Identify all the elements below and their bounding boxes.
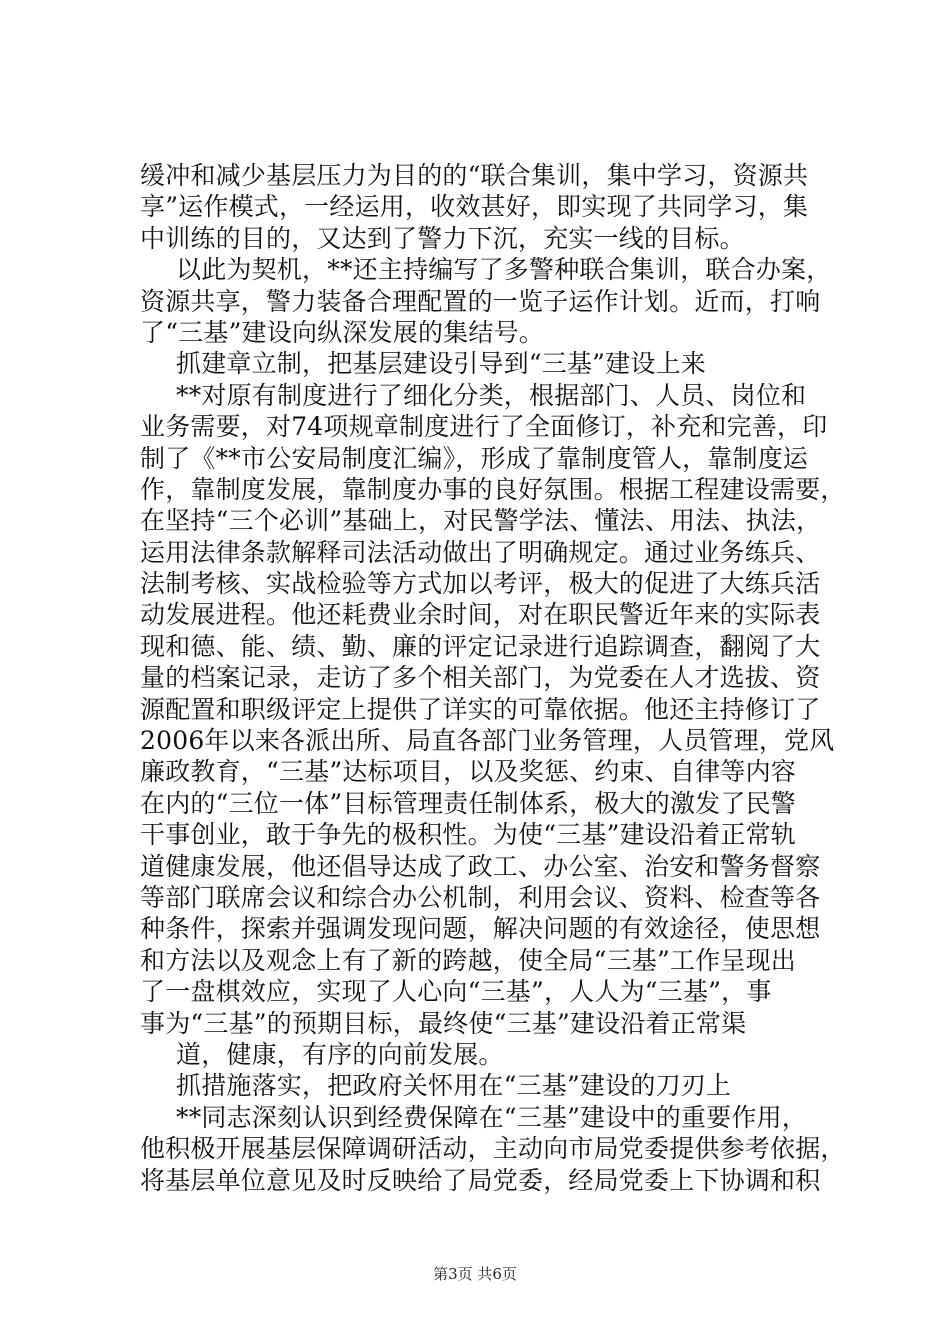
section-heading: 抓措施落实，把政府关怀用在“三基”建设的刀刃上 [176,1071,732,1101]
text-line: 现和德、能、绩、勤、廉的评定记录进行追踪调查，翻阅了大 [140,631,821,661]
text-line: 中训练的目的，又达到了警力下沉，充实一线的目标。 [140,223,745,253]
section-heading: 抓建章立制，把基层建设引导到“三基”建设上来 [176,349,706,379]
text-line: 作，靠制度发展，靠制度办事的良好氛围。根据工程建设需要， [140,474,846,504]
text-line: 等部门联席会议和综合办公机制，利用会议、资料、检查等各 [140,882,821,912]
text-line: 了一盘棋效应，实现了人心向“三基”，人人为“三基”，事 [140,977,772,1007]
text-line: 在坚持“三个必训”基础上，对民警学法、懂法、用法、执法， [140,506,822,536]
text-line: 缓冲和减少基层压力为目的的“联合集训，集中学习，资源共 [140,161,809,190]
text-line: 源配置和职级评定上提供了详实的可靠依据。他还主持修订了 [140,694,821,724]
text-line: 廉政教育，“三基”达标项目，以及奖惩、约束、自律等内容 [140,757,796,787]
text-line: 和方法以及观念上有了新的跨越，使全局“三基”工作呈现出 [140,945,796,975]
paragraph-start-line: **对原有制度进行了细化分类，根据部门、人员、岗位和 [176,380,807,410]
text-line: 在内的“三位一体”目标管理责任制体系，极大的激发了民警 [140,788,796,818]
text-line: 干事创业，敢于争先的极积性。为使“三基”建设沿着正常轨 [140,820,796,850]
text-line: 事为“三基”的预期目标，最终使“三基”建设沿着正常渠 [140,1008,747,1038]
text-line: 将基层单位意见及时反映给了局党委，经局党委上下协调和积 [140,1165,821,1195]
text-line: 运用法律条款解释司法活动做出了明确规定。通过业务练兵、 [140,537,821,567]
text-line: 道，健康，有序的向前发展。 [176,1039,504,1069]
text-line: 动发展进程。他还耗费业余时间，对在职民警近年来的实际表 [140,600,821,630]
page-number-footer: 第3页 共6页 [433,1265,517,1283]
text-line: 享”运作模式，一经运用，收效甚好，即实现了共同学习，集 [140,192,809,222]
text-line: 业务需要，对74项规章制度进行了全面修订，补充和完善，印 [140,412,828,442]
paragraph-start-line: 以此为契机，**还主持编写了多警种联合集训，联合办案， [176,255,832,285]
text-line: 了“三基”建设向纵深发展的集结号。 [140,317,544,347]
document-body [140,160,846,1196]
text-line: 量的档案记录，走访了多个相关部门，为党委在人才选拔、资 [140,663,821,693]
paragraph-start-line: **同志深刻认识到经费保障在“三基”建设中的重要作用， [176,1102,807,1132]
text-line: 道健康发展，他还倡导达成了政工、办公室、治安和警务督察 [140,851,821,881]
text-line: 2006年以来各派出所、局直各部门业务管理，人员管理，党风 [140,726,835,756]
text-line: 种条件，探索并强调发现问题，解决问题的有效途径，使思想 [140,914,821,944]
text-line: 法制考核、实战检验等方式加以考评，极大的促进了大练兵活 [140,569,821,599]
text-line: 资源共享，警力装备合理配置的一览子运作计划。近而，打响 [140,286,821,316]
text-line: 制了《**市公安局制度汇编》，形成了靠制度管人，靠制度运 [140,443,809,473]
text-line: 他积极开展基层保障调研活动，主动向市局党委提供参考依据， [140,1134,846,1164]
